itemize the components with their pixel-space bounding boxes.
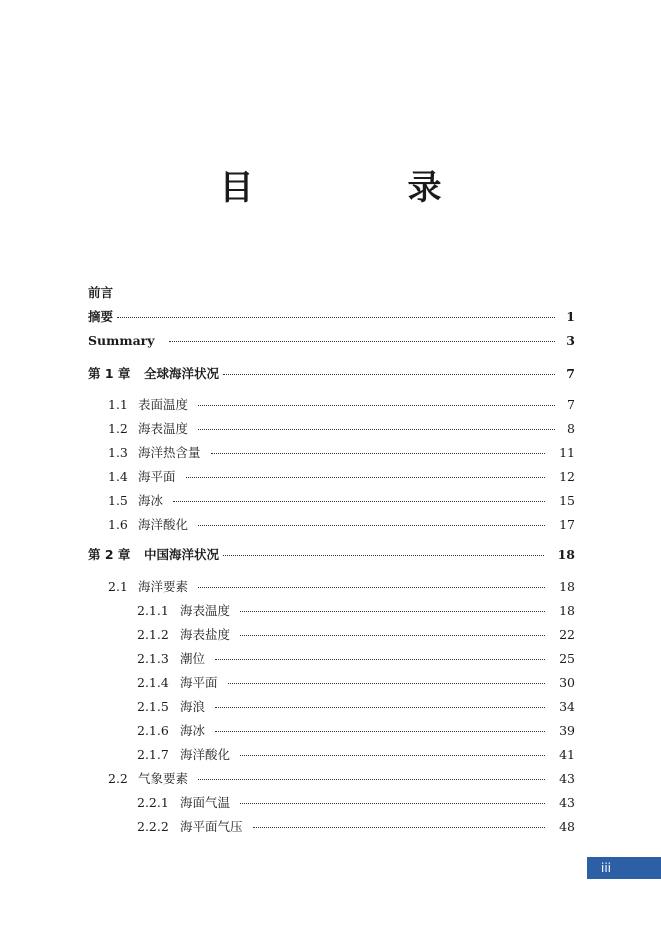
toc-label: 海洋要素 <box>138 579 189 594</box>
toc-entry-2-1-3[interactable] <box>137 650 575 668</box>
toc-entry-1-1[interactable] <box>108 396 575 414</box>
toc-label: 海浪 <box>180 699 206 714</box>
toc-number: 2.2.1 <box>137 795 169 810</box>
leader-dots <box>228 674 546 684</box>
toc-entry-2-1-2[interactable] <box>137 626 575 644</box>
toc-label: 海表盐度 <box>180 627 231 642</box>
toc-entry-2-2[interactable] <box>108 770 575 788</box>
toc-label: 气象要素 <box>138 771 189 786</box>
toc-entry-chapter-1[interactable] <box>88 365 575 383</box>
toc-label: 海平面 <box>138 469 176 484</box>
leader-dots <box>198 770 545 780</box>
toc-page-number: 17 <box>559 517 575 532</box>
toc-page-number: 18 <box>557 547 575 562</box>
toc-page-number: 43 <box>559 795 575 810</box>
toc-entry-2-1-1[interactable] <box>137 602 575 620</box>
toc-number: 第 1 章 <box>88 366 131 381</box>
toc-number: 2.1.4 <box>137 675 169 690</box>
leader-dots <box>211 444 546 454</box>
toc-number: 2.1.7 <box>137 747 169 762</box>
leader-dots <box>173 492 545 502</box>
toc-entry-abstract[interactable] <box>88 308 575 326</box>
toc-entry-summary[interactable] <box>88 332 575 350</box>
toc-number: 2.1.5 <box>137 699 169 714</box>
toc-entry-2-2-1[interactable] <box>137 794 575 812</box>
toc-number: 2.1.6 <box>137 723 169 738</box>
leader-dots <box>186 468 546 478</box>
toc-number: 1.4 <box>108 469 128 484</box>
leader-dots <box>223 546 544 556</box>
toc-page-number: 7 <box>566 366 575 381</box>
toc-entry-chapter-2[interactable] <box>88 546 575 564</box>
toc-label: 海平面 <box>180 675 218 690</box>
toc-page-number: 3 <box>566 333 575 348</box>
toc-label: 表面温度 <box>138 397 189 412</box>
toc-entry-2-2-2[interactable] <box>137 818 575 836</box>
toc-entry-1-2[interactable] <box>108 420 575 438</box>
toc-number: 2.1.2 <box>137 627 169 642</box>
toc-page-number: 1 <box>566 309 575 324</box>
toc-page-number: 43 <box>559 771 575 786</box>
toc-page-number: 48 <box>559 819 575 834</box>
toc-entry-1-4[interactable] <box>108 468 575 486</box>
leader-dots <box>215 698 545 708</box>
page-title: 目 录 <box>219 168 502 208</box>
leader-dots <box>240 794 545 804</box>
toc-label: 海面气温 <box>180 795 231 810</box>
toc-label: 摘要 <box>88 309 114 324</box>
toc-label: 海平面气压 <box>180 819 243 834</box>
leader-dots <box>198 396 555 406</box>
toc-number: 1.2 <box>108 421 128 436</box>
page-number-badge <box>587 857 661 879</box>
toc-number: 2.2 <box>108 771 128 786</box>
toc-number: 2.1.1 <box>137 603 169 618</box>
toc-entry-1-3[interactable] <box>108 444 575 462</box>
page-number: iii <box>601 861 612 875</box>
toc-page-number: 11 <box>559 445 575 460</box>
toc-page-number: 18 <box>559 603 575 618</box>
toc-entry-2-1-7[interactable] <box>137 746 575 764</box>
leader-dots <box>198 578 545 588</box>
toc-page-number: 41 <box>559 747 575 762</box>
toc-number: 1.1 <box>108 397 128 412</box>
toc-page-number: 34 <box>559 699 575 714</box>
leader-dots <box>240 602 545 612</box>
toc-number: 1.6 <box>108 517 128 532</box>
leader-dots <box>215 650 545 660</box>
toc-number: 1.5 <box>108 493 128 508</box>
toc-page-number: 7 <box>567 397 575 412</box>
leader-dots <box>240 746 545 756</box>
toc-entry-2-1-4[interactable] <box>137 674 575 692</box>
toc-number: 2.1 <box>108 579 128 594</box>
leader-dots <box>169 332 555 342</box>
toc-entry-1-5[interactable] <box>108 492 575 510</box>
leader-dots <box>223 365 555 375</box>
toc-number: 2.1.3 <box>137 651 169 666</box>
toc-number: 第 2 章 <box>88 547 131 562</box>
toc-label: 海洋热含量 <box>138 445 201 460</box>
toc-label: 中国海洋状况 <box>144 547 220 562</box>
toc-page-number: 8 <box>567 421 575 436</box>
toc-page-number: 22 <box>559 627 575 642</box>
toc-label: 海洋酸化 <box>138 517 189 532</box>
toc-entry-2-1[interactable] <box>108 578 575 596</box>
toc-page-number: 18 <box>559 579 575 594</box>
toc-label: 海表温度 <box>180 603 231 618</box>
leader-dots <box>117 308 555 318</box>
toc-label: 前言 <box>88 285 114 300</box>
toc-page-number: 30 <box>559 675 575 690</box>
leader-dots <box>198 420 555 430</box>
toc-page-number: 25 <box>559 651 575 666</box>
toc-page-number: 12 <box>559 469 575 484</box>
toc-number: 1.3 <box>108 445 128 460</box>
leader-dots <box>215 722 545 732</box>
toc-label: 海冰 <box>138 493 164 508</box>
toc-entry-2-1-5[interactable] <box>137 698 575 716</box>
toc-number: 2.2.2 <box>137 819 169 834</box>
toc-label: Summary <box>88 333 155 348</box>
toc-label: 潮位 <box>180 651 206 666</box>
toc-label: 全球海洋状况 <box>144 366 220 381</box>
toc-label: 海洋酸化 <box>180 747 231 762</box>
leader-dots <box>253 818 546 828</box>
leader-dots <box>198 516 545 526</box>
leader-dots <box>240 626 545 636</box>
toc-entry-preface[interactable] <box>88 284 113 302</box>
toc-entry-2-1-6[interactable] <box>137 722 575 740</box>
toc-label: 海冰 <box>180 723 206 738</box>
toc-page-number: 39 <box>559 723 575 738</box>
toc-label: 海表温度 <box>138 421 189 436</box>
toc-page-number: 15 <box>559 493 575 508</box>
toc-entry-1-6[interactable] <box>108 516 575 534</box>
